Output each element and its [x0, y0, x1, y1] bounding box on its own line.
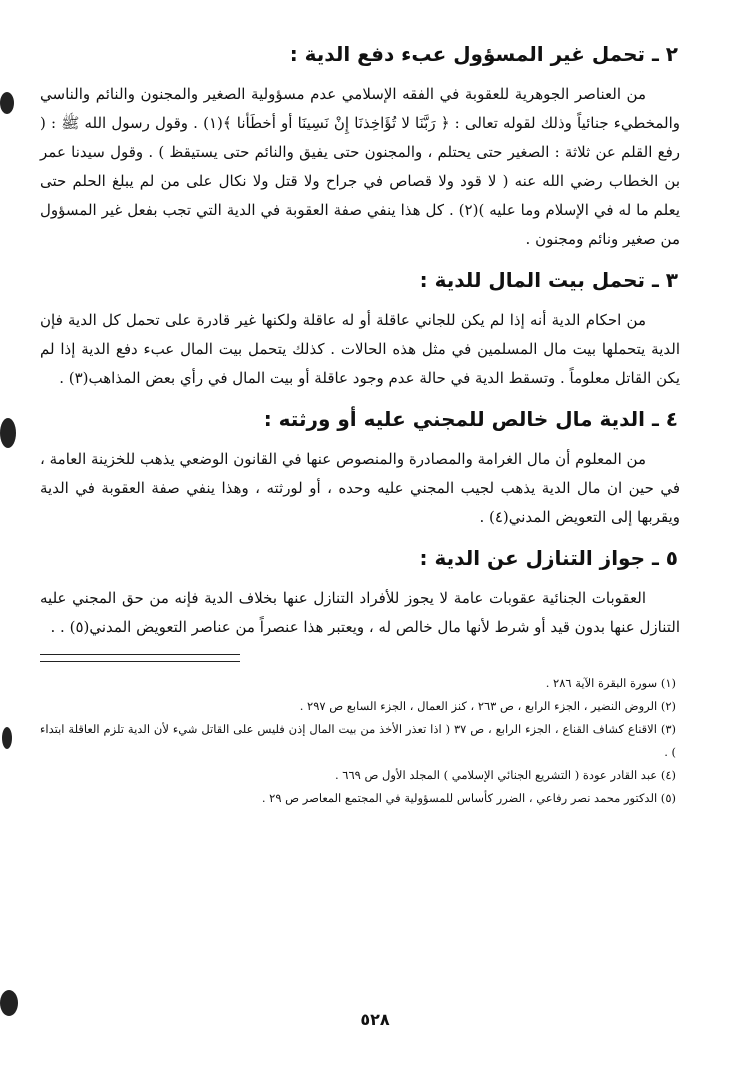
page-body: [40, 40, 680, 810]
section-heading-3: ٣ ـ تحمل بيت المال للدية :: [419, 268, 678, 292]
footnote-4: (٤) عبد القادر عودة ( التشريع الجنائي الإسلامي ) المجلد الأول ص ٦٦٩ .: [334, 768, 676, 782]
scan-blot: [0, 92, 14, 114]
section-heading-4: ٤ ـ الدية مال خالص للمجني عليه أو ورثته :: [263, 407, 678, 431]
section-heading-5: ٥ ـ جواز التنازل عن الدية :: [419, 546, 678, 570]
section-text-2: من العناصر الجوهرية للعقوبة في الفقه الإسلامي عدم مسؤولية الصغير والمجنون والنائم والناسي والمخطيء جنائياً وذلك لقوله تعالى : ﴿ رَبَّنَا لا تُؤَاخِذنَا إِنْ نَسِينَا أو أخطَأنا ﴾(١) . وقول رسول الله ﷺ : ( رفع القلم عن ثلاثة : الصغير حتى يحتلم ، والمجنون حتى يفيق والنائم حتى يستيقظ ) . وقول سيدنا عمر بن الخطاب رضي الله عنه ( لا قود ولا قصاص في جراح ولا قتل ولا نكال على من لم يبلغ الحلم حتى يعلم ما له في الإسلام وما عليه )(٢) . كل هذا ينفي صفة العقوبة في الدية التي تجب بفعل غير المسؤول من صغير ونائم ومجنون .: [40, 85, 680, 248]
footnote-3: (٣) الاقناع كشاف القناع ، الجزء الرابع ، ص ٣٧ ( اذا تعذر الأخذ من بيت المال إذن فليس على القاتل شيء لأن الدية تلزم العاقلة ابتداء ) .: [40, 722, 677, 759]
section-text-5: العقوبات الجنائية عقوبات عامة لا يجوز للأفراد التنازل عنها بخلاف الدية فإنه من حق المجني عليه التنازل عنها بدون قيد أو شرط لأنها مال خالص له ، ويعتبر هذا عنصراً من عناصر التعويض المدني(٥) . .: [40, 589, 680, 636]
footnote-1: (١) سورة البقرة الآية ٢٨٦ .: [545, 676, 676, 690]
section-heading-2: ٢ ـ تحمل غير المسؤول عبء دفع الدية :: [289, 42, 678, 66]
footnote-separator: [40, 654, 240, 662]
scan-blot: [0, 990, 18, 1016]
scan-blot: [2, 727, 12, 749]
footnote-5: (٥) الدكتور محمد نصر رفاعي ، الضرر كأساس للمسؤولية في المجتمع المعاصر ص ٢٩ .: [261, 791, 676, 805]
footnotes: [40, 672, 680, 810]
scan-blot: [0, 418, 16, 448]
section-text-4: من المعلوم أن مال الغرامة والمصادرة والمنصوص عنها في القانون الوضعي يذهب للخزينة العامة ، في حين ان مال الدية يذهب لجيب المجني عليه وحده ، أو لورثته ، وهذا ينفي صفة العقوبة في الدية ويقربها إلى التعويض المدني(٤) .: [40, 450, 680, 526]
section-text-3: من احكام الدية أنه إذا لم يكن للجاني عاقلة أو له عاقلة ولكنها غير قادرة على تحمل كل الدية فإن الدية يتحملها بيت مال المسلمين في مثل هذه الحالات . كذلك يتحمل بيت المال عبء دفع الدية إذا لم يكن القاتل معلوماً . وتسقط الدية في حالة عدم وجود عاقلة أو بيت المال في رأي بعض المذاهب(٣) .: [40, 311, 680, 387]
footnote-2: (٢) الروض النضير ، الجزء الرابع ، ص ٢٦٣ ، كنز العمال ، الجزء السابع ص ٢٩٧ .: [299, 699, 676, 713]
page-number: ٥٢٨: [360, 1010, 390, 1029]
